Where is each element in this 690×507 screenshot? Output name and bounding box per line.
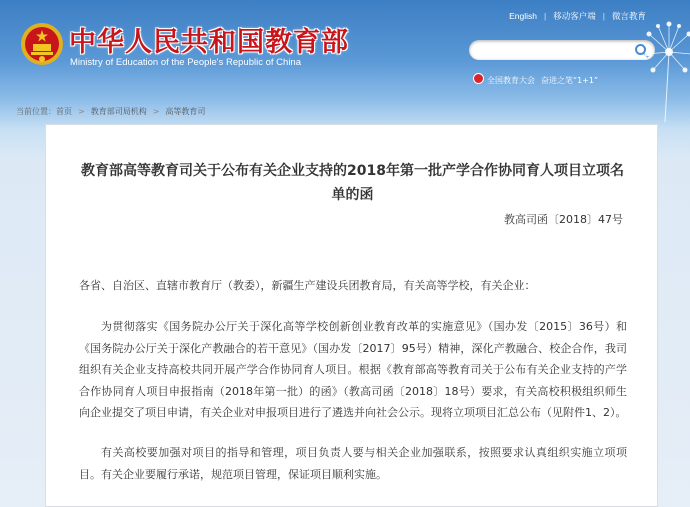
document-number: 教高司函〔2018〕47号 bbox=[504, 213, 623, 226]
breadcrumb bbox=[16, 106, 205, 117]
breadcrumb-higher-education[interactable]: 高等教育司 bbox=[165, 107, 206, 116]
mobile-client-link[interactable]: 移动客户端 bbox=[553, 11, 596, 21]
site-title-english: Ministry of Education of the People's Republic of China bbox=[70, 57, 301, 68]
featured-link-conference[interactable]: 全国教育大会 bbox=[487, 76, 535, 85]
wechat-link[interactable]: 微言教育 bbox=[611, 11, 646, 21]
national-emblem-icon[interactable] bbox=[20, 22, 64, 66]
breadcrumb-separator: > bbox=[78, 107, 85, 116]
featured-links bbox=[473, 73, 604, 86]
english-link[interactable]: English bbox=[509, 11, 538, 21]
breadcrumb-home[interactable]: 首页 bbox=[56, 107, 72, 116]
article-paragraph: 为贯彻落实《国务院办公厅关于深化高等学校创新创业教育改革的实施意见》（国办发〔2015〕36号）和《国务院办公厅关于深化产教融合的若干意见》（国办发〔2017〕95号）精神，深化产教融合、校企合作，我司组织有关企业支持高校共同开展产学合作协同育人项目。根据《教育部高等教育司关于公布有关企业支持的产学合作协同育人项目申报指南（2018年第一批）的函》（教高司函〔2018〕18号）要求，有关高校积极组织师生向企业提交了项目申请，有关企业对申报项目进行了遴选并向社会公示。现将立项项目汇总公布（见附件1、2）。 bbox=[79, 320, 627, 419]
top-links: English | 移动客户端 | 微言教育 bbox=[509, 11, 646, 21]
breadcrumb-prefix: 当前位置： bbox=[16, 107, 56, 116]
breadcrumb-ministry-departments[interactable]: 教育部司局机构 bbox=[90, 107, 147, 116]
article-panel bbox=[45, 124, 658, 507]
site-header bbox=[0, 0, 690, 96]
site-title[interactable]: 中华人民共和国教育部 bbox=[69, 27, 349, 58]
featured-link-striving[interactable]: 奋进之笔“1+1” bbox=[541, 76, 599, 85]
article-title: 教育部高等教育司关于公布有关企业支持的2018年第一批产学合作协同育人项目立项名单的函 bbox=[81, 163, 624, 203]
breadcrumb-separator: > bbox=[152, 107, 160, 116]
dandelion-decoration-icon bbox=[625, 2, 690, 122]
featured-dot-icon bbox=[473, 73, 484, 84]
article-paragraph: 有关高校要加强对项目的指导和管理，项目负责人要与相关企业加强联系，按照要求认真组织实施立项项目。有关企业要履行承诺，规范项目管理，保证项目顺利实施。 bbox=[79, 446, 627, 481]
salutation: 各省、自治区、直辖市教育厅（教委），新疆生产建设兵团教育局，有关高等学校，有关企业： bbox=[79, 279, 536, 292]
